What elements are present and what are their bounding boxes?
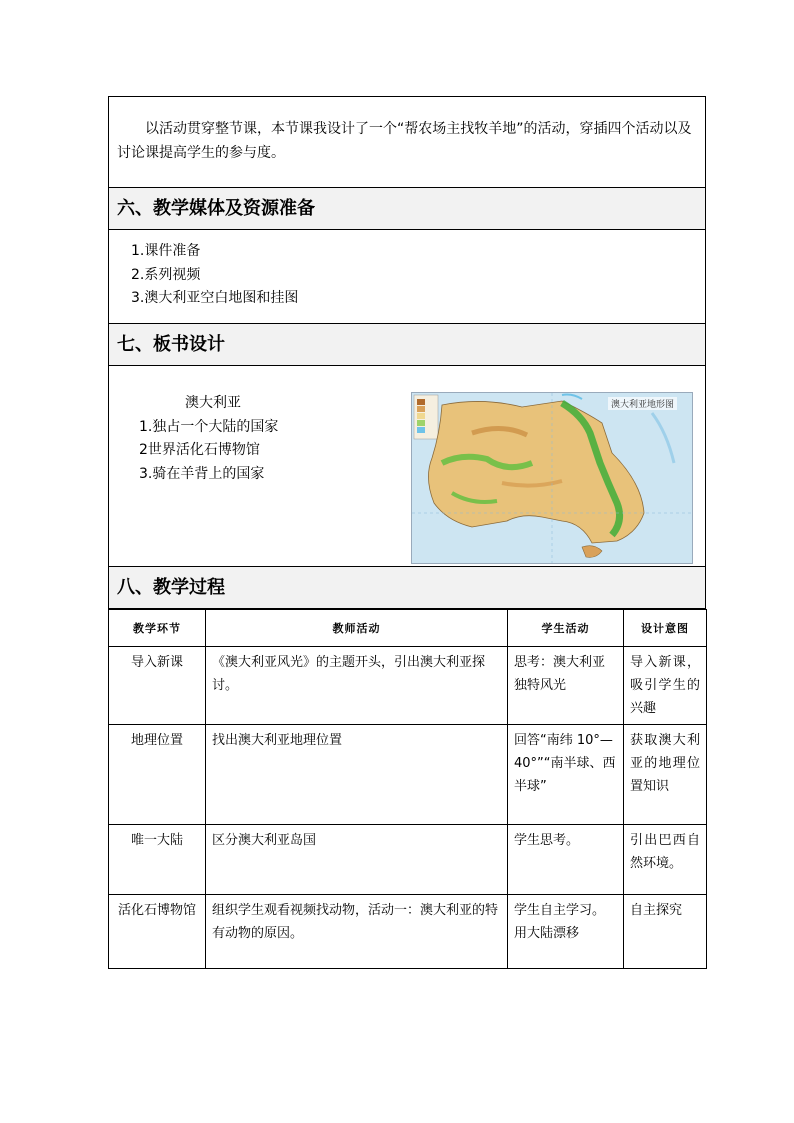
map-title: 澳大利亚地形图	[608, 397, 677, 410]
media-item: 2.系列视频	[131, 266, 201, 283]
header-student: 学生活动	[508, 610, 624, 647]
table-row	[109, 895, 707, 969]
board-item: 2世界活化石博物馆	[139, 442, 260, 458]
stage-cell: 活化石博物馆	[109, 895, 206, 969]
board-design-cell	[108, 366, 706, 567]
stage-cell: 导入新课	[109, 647, 206, 725]
header-intent: 设计意图	[624, 610, 707, 647]
header-stage: 教学环节	[109, 610, 206, 647]
table-row	[109, 647, 707, 725]
intent-cell: 引出巴西自然环境。	[624, 825, 707, 895]
intent-cell: 获取澳大利亚的地理位置知识	[624, 725, 707, 825]
stage-cell: 地理位置	[109, 725, 206, 825]
header-teacher: 教师活动	[206, 610, 508, 647]
student-cell: 回答“南纬 10°—40°”“南半球、西半球”	[508, 725, 624, 825]
stage-cell: 唯一大陆	[109, 825, 206, 895]
board-title: 澳大利亚	[185, 395, 241, 411]
australia-map-image	[411, 392, 693, 564]
section-7-heading: 七、板书设计	[108, 324, 706, 366]
table-row	[109, 825, 707, 895]
board-outline	[139, 392, 278, 486]
map-illustration	[412, 393, 692, 563]
intro-cell	[108, 96, 706, 188]
student-cell: 学生自主学习。用大陆漂移	[508, 895, 624, 969]
board-item: 3.骑在羊背上的国家	[139, 465, 265, 482]
student-cell: 学生思考。	[508, 825, 624, 895]
table-row	[109, 725, 707, 825]
student-cell: 思考：澳大利亚独特风光	[508, 647, 624, 725]
media-item: 3.澳大利亚空白地图和挂图	[131, 290, 299, 306]
media-list	[108, 230, 706, 324]
intent-cell: 导入新课，吸引学生的兴趣	[624, 647, 707, 725]
table-header-row	[109, 610, 707, 647]
document-table	[108, 96, 706, 969]
intent-cell: 自主探究	[624, 895, 707, 969]
teacher-cell: 区分澳大利亚岛国	[206, 825, 508, 895]
media-item: 1.课件准备	[131, 243, 201, 259]
teacher-cell: 《澳大利亚风光》的主题开头，引出澳大利亚探讨。	[206, 647, 508, 725]
intro-paragraph: 以活动贯穿整节课，本节课我设计了一个“帮农场主找牧羊地”的活动，穿插四个活动以及讨论课提高学生的参与度。	[117, 121, 692, 161]
teacher-cell: 组织学生观看视频找动物，活动一：澳大利亚的特有动物的原因。	[206, 895, 508, 969]
teacher-cell: 找出澳大利亚地理位置	[206, 725, 508, 825]
board-item: 1.独占一个大陆的国家	[139, 418, 279, 435]
teaching-process-table	[108, 609, 707, 969]
section-8-heading: 八、教学过程	[108, 567, 706, 609]
section-6-heading: 六、教学媒体及资源准备	[108, 188, 706, 230]
